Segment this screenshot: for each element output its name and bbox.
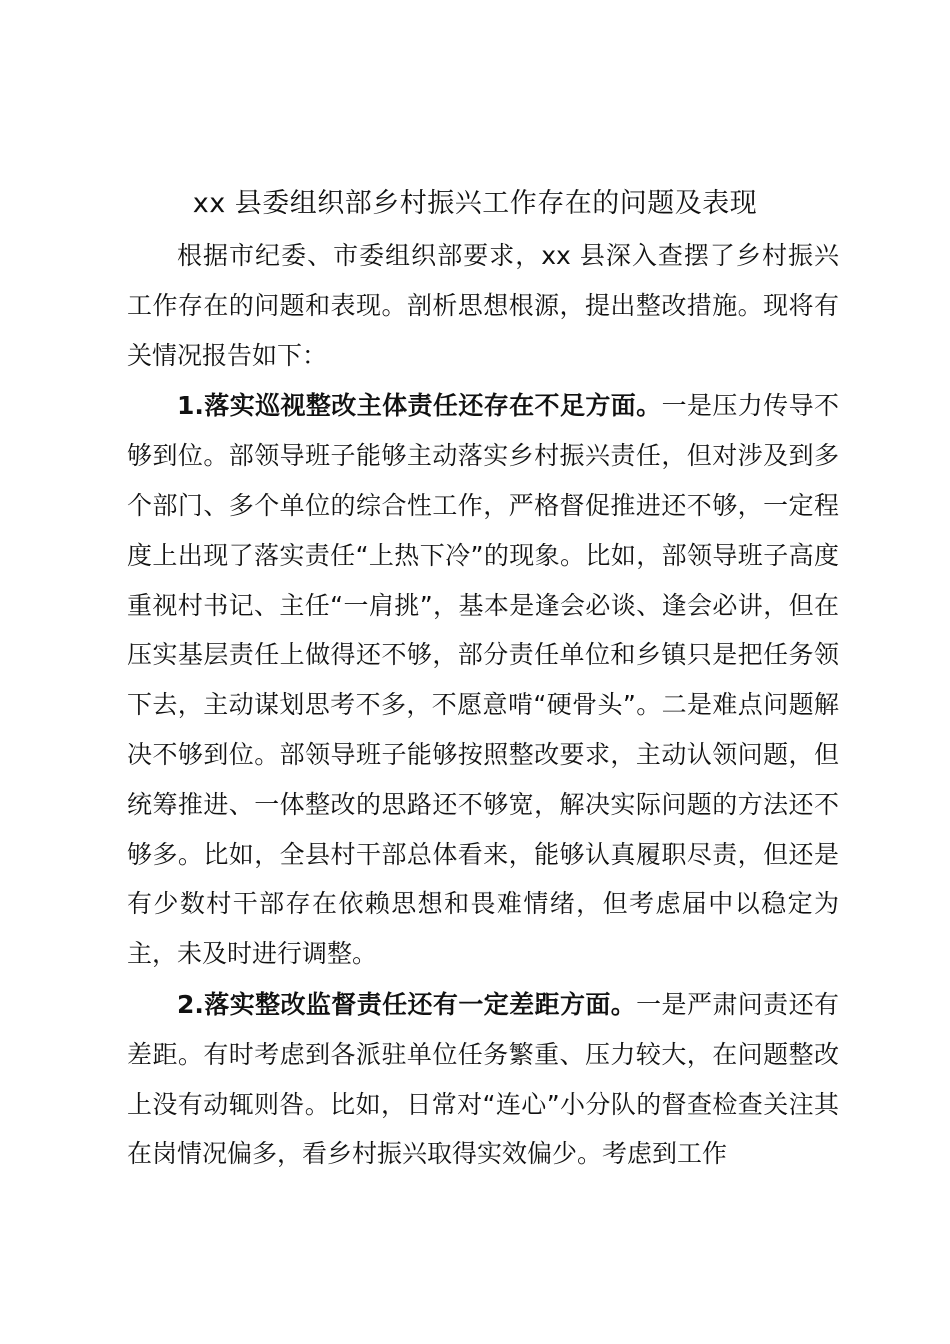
- section-1-paragraph: [127, 381, 839, 979]
- section-1-heading: 1.落实巡视整改主体责任还存在不足方面。: [177, 391, 662, 421]
- section-1-body: 一是压力传导不够到位。部领导班子能够主动落实乡村振兴责任，但对涉及到多个部门、多个单位的综合性工作，严格督促推进还不够，一定程度上出现了落实责任“上热下冷”的现象。比如，部领导班子高度重视村书记、主任“一肩挑”，基本是逢会必谈、逢会必讲，但在压实基层责任上做得还不够，部分责任单位和乡镇只是把任务领下去，主动谋划思考不多，不愿意啃“硬骨头”。二是难点问题解决不够到位。部领导班子能够按照整改要求，主动认领问题，但统筹推进、一体整改的思路还不够宽，解决实际问题的方法还不够多。比如，全县村干部总体看来，能够认真履职尽责，但还是有少数村干部存在依赖思想和畏难情绪，但考虑届中以稳定为主，未及时进行调整。: [127, 391, 839, 969]
- section-2-paragraph: [127, 980, 839, 1179]
- document-title: xx 县委组织部乡村振兴工作存在的问题及表现: [192, 188, 758, 219]
- intro-paragraph: 根据市纪委、市委组织部要求，xx 县深入查摆了乡村振兴工作存在的问题和表现。剖析思想根源，提出整改措施。现将有关情况报告如下：: [127, 241, 839, 370]
- document-body: [127, 231, 839, 1179]
- section-2-heading: 2.落实整改监督责任还有一定差距方面。: [177, 989, 637, 1019]
- section-2-body: 一是严肃问责还有差距。有时考虑到各派驻单位任务繁重、压力较大，在问题整改上没有动辄则咎。比如，日常对“连心”小分队的督查检查关注其在岗情况偏多，看乡村振兴取得实效偏少。考虑到工作: [127, 989, 839, 1169]
